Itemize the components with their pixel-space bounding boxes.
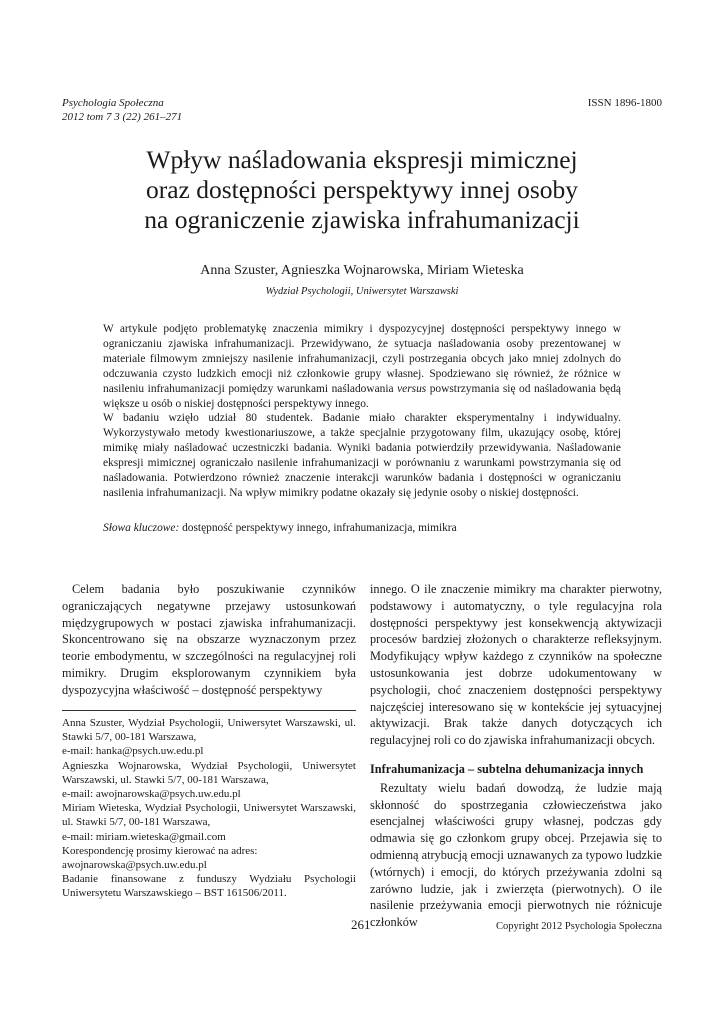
body-paragraph: innego. O ile znaczenie mimikry ma charakter pierwotny, podstawowy i automatyczny, o tyle regulacyjna rola dostępności perspektywy jest konsekwencją aktywizacji procesów bardziej złożonych o charakterze refleksyjnym. Modyfikujący wpływ każdego z czynników na społeczne ustosunkowania jest dobrze udokumentowany w psychologii, choć znaczeniem dostępności perspektywy najczęściej interesowano się w kontekście jej sytuacyjnej aktywizacji. Brak także danych dotyczących ich regulacyjnej roli co do zjawiska infrahumanizacji obcych.: [370, 582, 662, 748]
right-column: [370, 581, 662, 931]
footnote-line: e-mail: hanka@psych.uw.edu.pl: [62, 745, 204, 758]
journal-name: Psychologia Społeczna: [62, 97, 164, 109]
footnote-divider: [62, 710, 356, 711]
footnote-line: e-mail: miriam.wieteska@gmail.com: [62, 830, 226, 843]
abstract-paragraph: [103, 322, 621, 411]
journal-volume: 2012 tom 7 3 (22) 261–271: [62, 111, 183, 123]
footnote-line: Anna Szuster, Wydział Psychologii, Uniwersytet Warszawski, ul. Stawki 5/7, 00-181 Warszawa,: [62, 717, 356, 744]
footnote-line: awojnarowska@psych.uw.edu.pl: [62, 859, 207, 872]
abstract-text: powstrzymania się od naśladowania będą większe u osób o niskiej dostępności perspektywy innego.: [103, 382, 621, 410]
title-line: na ograniczenie zjawiska infrahumanizacji: [144, 205, 580, 234]
authors: Anna Szuster, Agnieszka Wojnarowska, Miriam Wieteska: [200, 263, 524, 278]
footnote-line: e-mail: awojnarowska@psych.uw.edu.pl: [62, 788, 241, 801]
abstract-italic: versus: [397, 382, 427, 395]
body-paragraph: Rezultaty wielu badań dowodzą, że ludzie mają skłonność do spostrzegania człowieczeństwa jako esencjalnej właściwości grupy własnej, podczas gdy odmawia się go członkom grupy obcej. Przejawia się to odmienną atrybucją emocji uznawanych za typowo ludzkie (wtórnych) i emocji, do których przeżywania zdolni są zarówno ludzie, jak i zwierzęta (pierwotnych). O ile nasilenie przeżywania emocji pierwotnych nie różnicuje członków: [370, 780, 662, 930]
copyright: Copyright 2012 Psychologia Społeczna: [496, 921, 662, 932]
issn: ISSN 1896-1800: [587, 97, 662, 109]
footnotes: [62, 716, 356, 901]
footnote-line: Badanie finansowane z funduszy Wydziału Psychologii Uniwersytetu Warszawskiego – BST 161506/2011.: [62, 873, 356, 900]
abstract-text: W artykule podjęto problematykę znaczenia mimikry i dyspozycyjnej dostępności perspektywy innego w ograniczaniu zjawiska infrahumanizacji. Przewidywano, że sytuacja naśladowania osoby prezentowanej w materiale filmowym zmniejszy nasilenie infrahumanizacji, czyli postrzegania obcych jako mniej zdolnych do odczuwania czysto ludzkich emocji niż członkowie grupy własnej. Spodziewano się również, że różnice w nasileniu infrahumanizacji pomiędzy warunkami naśladowania: [103, 323, 621, 395]
section-heading: Infrahumanizacja – subtelna dehumanizacja innych: [370, 761, 644, 776]
abstract-paragraph: W badaniu wzięło udział 80 studentek. Badanie miało charakter eksperymentalny i indywidualny. Wykorzystywało metody kwestionariuszowe, a także specjalnie przygotowany film, ukazujący osobę, której mimikę miały naśladować uczestniczki badania. Wyniki badania potwierdziły przewidywania. Naśladowanie ekspresji mimicznej ograniczało nasilenie infrahumanizacji w porównaniu z warunkami powstrzymania się od naśladowania. Potwierdzono również znaczenie interakcji warunków badania i dostępności w ograniczaniu nasilenia infrahumanizacji. Na wpływ mimikry podatne okazały się jedynie osoby o niskiej dostępności.: [103, 412, 621, 499]
footnote-line: Agnieszka Wojnarowska, Wydział Psychologii, Uniwersytet Warszawski, ul. Stawki 5/7, 00-181 Warszawa,: [62, 759, 356, 786]
affiliation: Wydział Psychologii, Uniwersytet Warszawski: [265, 286, 459, 297]
keywords-label: Słowa kluczowe:: [103, 522, 180, 534]
abstract: [103, 322, 621, 501]
footnote-line: Korespondencję prosimy kierować na adres:: [62, 844, 258, 857]
journal-header: [62, 96, 182, 124]
left-column: [62, 581, 356, 699]
page-number: 261: [351, 917, 371, 932]
footnote-line: Miriam Wieteska, Wydział Psychologii, Uniwersytet Warszawski, ul. Stawki 5/7, 00-181 Warszawa,: [62, 802, 356, 829]
keywords-text: dostępność perspektywy innego, infrahumanizacja, mimikra: [179, 522, 457, 534]
title-line: Wpływ naśladowania ekspresji mimicznej: [146, 145, 578, 174]
title-line: oraz dostępności perspektywy innej osoby: [146, 175, 578, 204]
article-title: [62, 145, 662, 235]
keywords: [103, 521, 621, 536]
body-paragraph: Celem badania było poszukiwanie czynników ograniczających negatywne przejawy ustosunkowań międzygrupowych w postaci zjawiska infrahumanizacji. Skoncentrowano się na obszarze wyznaczonym przez teorie embodymentu, w szczególności na regulacyjnej roli mimikry. Drugim eksplorowanym czynnikiem była dyspozycyjna właściwość – dostępność perspektywy: [62, 582, 356, 697]
